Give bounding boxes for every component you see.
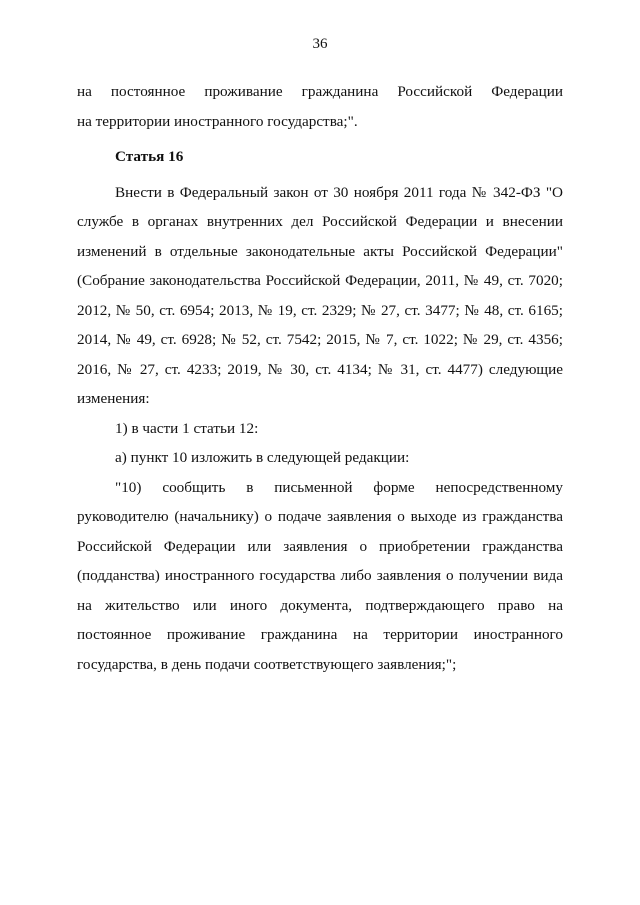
page-number: 36 <box>312 36 328 52</box>
document-body <box>77 77 563 679</box>
item-1a: а) пункт 10 изложить в следующей редакции: <box>115 449 410 466</box>
article-intro-paragraph: Внести в Федеральный закон от 30 ноября 2011 года № 342-ФЗ "О службе в органах внутренних дел Российской Федерации и внесении изменений в отдельные законодательные акты Российской Федерации" (Собрание законодательства Российской Федерации, 2011, № 49, ст. 7020; 2012, № 50, ст. 6954; 2013, № 19, ст. 2329; № 27, ст. 3477; № 48, ст. 6165; 2014, № 49, ст. 6928; № 52, ст. 7542; 2015, № 7, ст. 1022; № 29, ст. 4356; 2016, № 27, ст. 4233; 2019, № 30, ст. 4134; № 31, ст. 4477) следующие изменения: <box>77 183 563 407</box>
article-heading: Статья 16 <box>115 148 184 165</box>
quoted-amendment-paragraph: "10) сообщить в письменной форме непосредственному руководителю (начальнику) о подаче заявления о выходе из гражданства Российской Федерации или заявления о приобретении гражданства (подданства) иностранного государства либо заявления о получении вида на жительство или иного документа, подтверждающего право на постоянное проживание гражданина на территории иностранного государства, в день подачи соответствующего заявления;"; <box>77 478 563 673</box>
continuation-line-1: на постоянное проживание гражданина Российской Федерации <box>77 83 563 100</box>
item-1: 1) в части 1 статьи 12: <box>115 419 259 437</box>
continuation-line-2: на территории иностранного государства;". <box>77 112 358 130</box>
